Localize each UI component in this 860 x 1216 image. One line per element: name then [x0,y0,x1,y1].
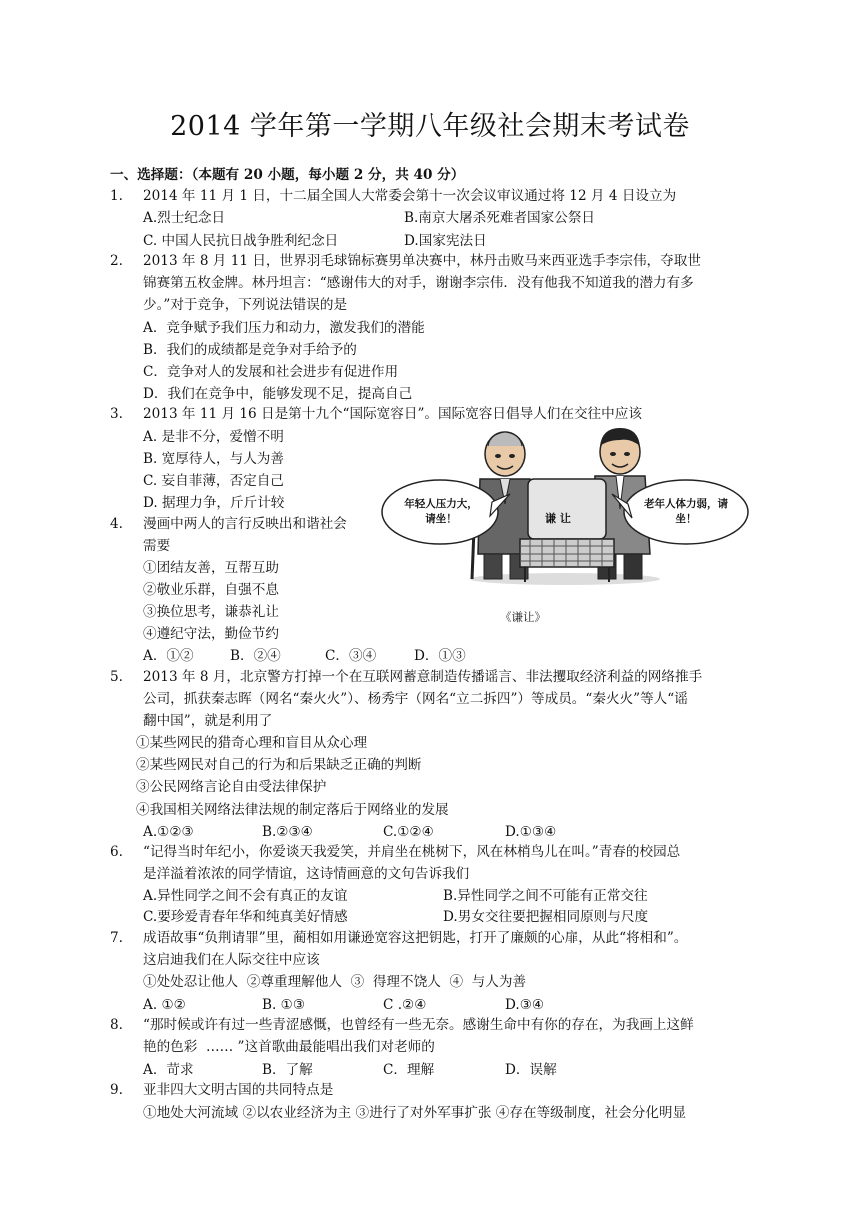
option-c: C. 妄自菲薄，否定自己 [143,473,284,489]
cartoon-caption: 《谦让》 [500,610,546,624]
question-stem-line: 2013 年 8 月 11 日，世界羽毛球锦标赛男单决赛中，林丹击败马来西亚选手李宗伟，夺取世 [143,253,701,269]
option-a: A.异性同学之间不会有真正的友谊 [143,888,348,904]
option-c: C．③④ [325,648,377,664]
option-d: D. 据理力争，斤斤计较 [143,495,285,511]
option-c: C.要珍爱青春年华和纯真美好情感 [143,909,348,925]
section-heading: 一、选择题：（本题有 20 小题，每小题 2 分，共 40 分） [110,167,465,183]
option-d: D．我们在竞争中，能够发现不足，提高自己 [143,386,413,402]
question-number: 5. [110,669,123,685]
statements-line: ①处处忍让他人 ②尊重理解他人 ③ 得理不饶人 ④ 与人为善 [143,974,527,990]
statement-1: ①某些网民的猎奇心理和盲目从众心理 [136,735,368,751]
statement-3: ③换位思考，谦恭礼让 [143,604,279,620]
question-number: 7. [110,930,123,946]
seat-sign: 谦 让 [545,512,571,525]
option-b: B．了解 [262,1062,313,1078]
option-c: C.①②④ [383,824,434,840]
cartoon-drawing [380,424,755,634]
question-stem-line: “那时候或许有过一些青涩感慨，也曾经有一些无奈。感谢生命中有你的存在，为我画上这鲜 [143,1017,694,1033]
question-stem-line: 这启迪我们在人际交往中应该 [143,952,320,968]
question-stem-line: 艳的色彩 …… ”这首歌曲最能唱出我们对老师的 [143,1039,435,1055]
option-b: B.南京大屠杀死难者国家公祭日 [404,210,596,226]
question-stem-line: 漫画中两人的言行反映出和谐社会 [143,516,347,532]
question-stem-line: 少。”对于竞争，下列说法错误的是 [143,297,348,313]
question-number: 8. [110,1017,123,1033]
option-b: B. ①③ [262,997,306,1013]
statement-4: ④我国相关网络法律法规的制定落后于网络业的发展 [136,802,449,818]
question-stem-line: 是洋溢着浓浓的同学情谊，这诗情画意的文句告诉我们 [143,866,470,882]
question-number: 6. [110,844,123,860]
statement-3: ③公民网络言论自由受法律保护 [136,779,327,795]
option-b: B．我们的成绩都是竞争对手给予的 [143,342,357,358]
statements-line: ①地处大河流域 ②以农业经济为主 ③进行了对外军事扩张 ④存在等级制度，社会分化明显 [143,1105,687,1121]
question-stem-line: “记得当时年纪小，你爱谈天我爱笑，并肩坐在桃树下，风在林梢鸟儿在叫。”青春的校园总 [143,844,681,860]
question-stem: 2013 年 11 月 16 日是第十九个“国际宽容日”。国际宽容日倡导人们在交往中应该 [143,406,642,422]
option-a: A. 是非不分，爱憎不明 [143,429,284,445]
question-stem-line: 2013 年 8 月，北京警方打掉一个在互联网蓄意制造传播谣言、非法攫取经济利益的网络推手 [143,669,703,685]
option-b: B.②③④ [262,824,313,840]
left-speech-text: 年轻人压力大，请坐！ [404,498,478,525]
question-number: 2. [110,253,123,269]
option-b: B．②④ [230,648,281,664]
question-number: 4. [110,516,123,532]
question-stem-line: 需要 [143,538,171,554]
option-c: C．理解 [383,1062,435,1078]
question-number: 1. [110,188,123,204]
option-d: D.③④ [505,997,545,1013]
question-number: 9. [110,1082,123,1098]
option-a: A.①②③ [143,824,194,840]
seat [520,479,614,582]
option-c: C. 中国人民抗日战争胜利纪念日 [143,233,339,249]
question-stem-line: 翻中国”，就是利用了 [143,713,273,729]
option-a: A.烈士纪念日 [143,210,226,226]
statement-1: ①团结友善，互帮互助 [143,560,279,576]
statement-2: ②某些网民对自己的行为和后果缺乏正确的判断 [136,757,422,773]
option-d: D．误解 [505,1062,557,1078]
question-stem-line: 亚非四大文明古国的共同特点是 [143,1082,334,1098]
option-a: A．①② [143,648,194,664]
question-stem-line: 成语故事“负荆请罪”里，蔺相如用谦逊宽容这把钥匙，打开了廉颇的心扉，从此“将相和”。 [143,930,688,946]
option-d: D.男女交往要把握相同原则与尺度 [443,909,649,925]
option-d: D.国家宪法日 [404,233,487,249]
cartoon-illustration [380,424,755,634]
question-stem-line: 公司，抓获秦志晖（网名“秦火火”）、杨秀宇（网名“立二拆四”）等成员。“秦火火”等人“谣 [143,691,688,707]
question-stem-line: 锦赛第五枚金牌。林丹坦言：“感谢伟大的对手，谢谢李宗伟．没有他我不知道我的潜力有多 [143,275,694,291]
option-a: A. ①② [143,997,186,1013]
statement-2: ②敬业乐群，自强不息 [143,582,279,598]
option-c: C．竞争对人的发展和社会进步有促进作用 [143,364,399,380]
option-c: C .②④ [383,997,427,1013]
option-a: A．竞争赋予我们压力和动力，激发我们的潜能 [143,320,425,336]
exam-title: 2014 学年第一学期八年级社会期末考试卷 [170,111,690,142]
option-d: D.①③④ [505,824,557,840]
right-speech-text: 老年人体力弱，请坐！ [644,498,728,525]
statement-4: ④遵纪守法，勤俭节约 [143,626,279,642]
option-d: D．①③ [414,648,466,664]
question-stem: 2014 年 11 月 1 日，十二届全国人大常委会第十一次会议审议通过将 12 月 4 日设立为 [143,188,677,204]
option-b: B.异性同学之间不可能有正常交往 [443,888,648,904]
question-number: 3. [110,406,123,422]
option-a: A．苛求 [143,1062,194,1078]
option-b: B. 宽厚待人，与人为善 [143,451,284,467]
